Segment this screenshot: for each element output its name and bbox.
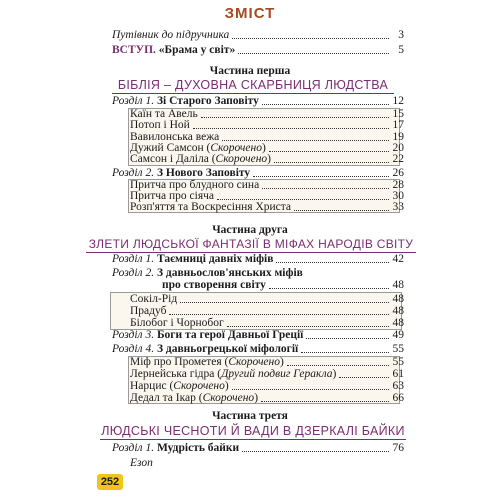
part1-title: БІБЛІЯ – ДУХОВНА СКАРБНИЦЯ ЛЮДСТВА [112, 78, 394, 94]
toc-entry[interactable]: Притча про блудного сина 28 [130, 179, 404, 191]
toc-entry[interactable]: Білобог і Чорнобог 48 [130, 317, 404, 329]
chapter-label: Зі Старого Заповіту [154, 95, 259, 107]
toc-chapter[interactable]: Розділ 3. Боги та герої Давньої Греції 49 [112, 329, 404, 341]
chapter-label: З Нового Заповіту [154, 167, 251, 179]
toc-page-number: 5 [398, 44, 404, 56]
toc-entry[interactable]: Розп'яття та Воскресіння Христа 33 [130, 201, 404, 213]
leader-dots [232, 37, 389, 39]
toc-entry-guide[interactable] [112, 28, 404, 42]
part3-heading: Частина третя [212, 410, 288, 422]
leader-dots [253, 175, 389, 177]
toc-entry-label: «Брама у світ» [155, 44, 236, 56]
toc-entry[interactable]: Дужий Самсон (Скорочено) 20 [130, 142, 404, 154]
toc-entry[interactable]: Прадуб 48 [130, 305, 404, 317]
toc-page-number: 26 [392, 167, 404, 179]
page-title: ЗМІСТ [224, 5, 276, 22]
toc-chapter[interactable]: Розділ 4. З давньогрецької міфології 55 [112, 343, 404, 355]
intro-prefix: ВСТУП. [112, 44, 156, 56]
page-number-badge: 252 [97, 474, 123, 490]
toc-entry[interactable]: Лернейська гідра (Другий подвиг Геракла) 61 [130, 368, 404, 380]
toc-page-number: 12 [392, 95, 404, 107]
toc-chapter[interactable] [112, 94, 404, 108]
toc-chapter[interactable]: Розділ 1. Мудрість байки 76 [112, 442, 404, 454]
chapter-prefix: Розділ 2. [112, 167, 155, 179]
part2-title: ЗЛЕТИ ЛЮДСЬКОЇ ФАНТАЗІЇ В МІФАХ НАРОДІВ СВІТУ [86, 237, 416, 253]
leader-dots [238, 52, 389, 54]
chapter-prefix: Розділ 1. [112, 95, 155, 107]
toc-entry[interactable]: Нарцис (Скорочено) 63 [130, 380, 404, 392]
leader-dots [262, 103, 389, 105]
part1-heading: Частина перша [209, 65, 291, 77]
toc-entry-label: Путівник до підручника [112, 29, 230, 41]
toc-entry[interactable]: Потоп і Ной 17 [130, 119, 404, 131]
toc-entry[interactable]: Дедал та Ікар (Скорочено) 66 [130, 392, 404, 404]
toc-chapter-continued[interactable]: про створення світу 48 [162, 279, 404, 291]
toc-entry[interactable]: Вавилонська вежа 19 [130, 131, 404, 143]
toc-entry[interactable]: Каїн та Авель 15 [130, 108, 404, 120]
toc-chapter[interactable]: Розділ 1. Таємниці давніх міфів 42 [112, 253, 404, 265]
toc-page-number: 3 [398, 29, 404, 41]
toc-chapter[interactable]: Розділ 2. З давньослов'янських міфів [112, 267, 303, 279]
toc-entry-intro[interactable] [112, 43, 404, 57]
toc-entry[interactable]: Самсон і Даліла (Скорочено) 22 [130, 153, 404, 165]
toc-entry[interactable]: Притча про сіяча 30 [130, 190, 404, 202]
part3-title: ЛЮДСЬКІ ЧЕСНОТИ Й ВАДИ В ДЗЕРКАЛІ БАЙКИ [101, 424, 405, 438]
toc-entry[interactable]: Сокіл-Рід 48 [130, 293, 404, 305]
toc-entry[interactable]: Міф про Прометея (Скорочено) 55 [130, 356, 404, 368]
toc-entry[interactable]: Езоп [130, 457, 153, 469]
part2-heading: Частина друга [212, 224, 288, 236]
